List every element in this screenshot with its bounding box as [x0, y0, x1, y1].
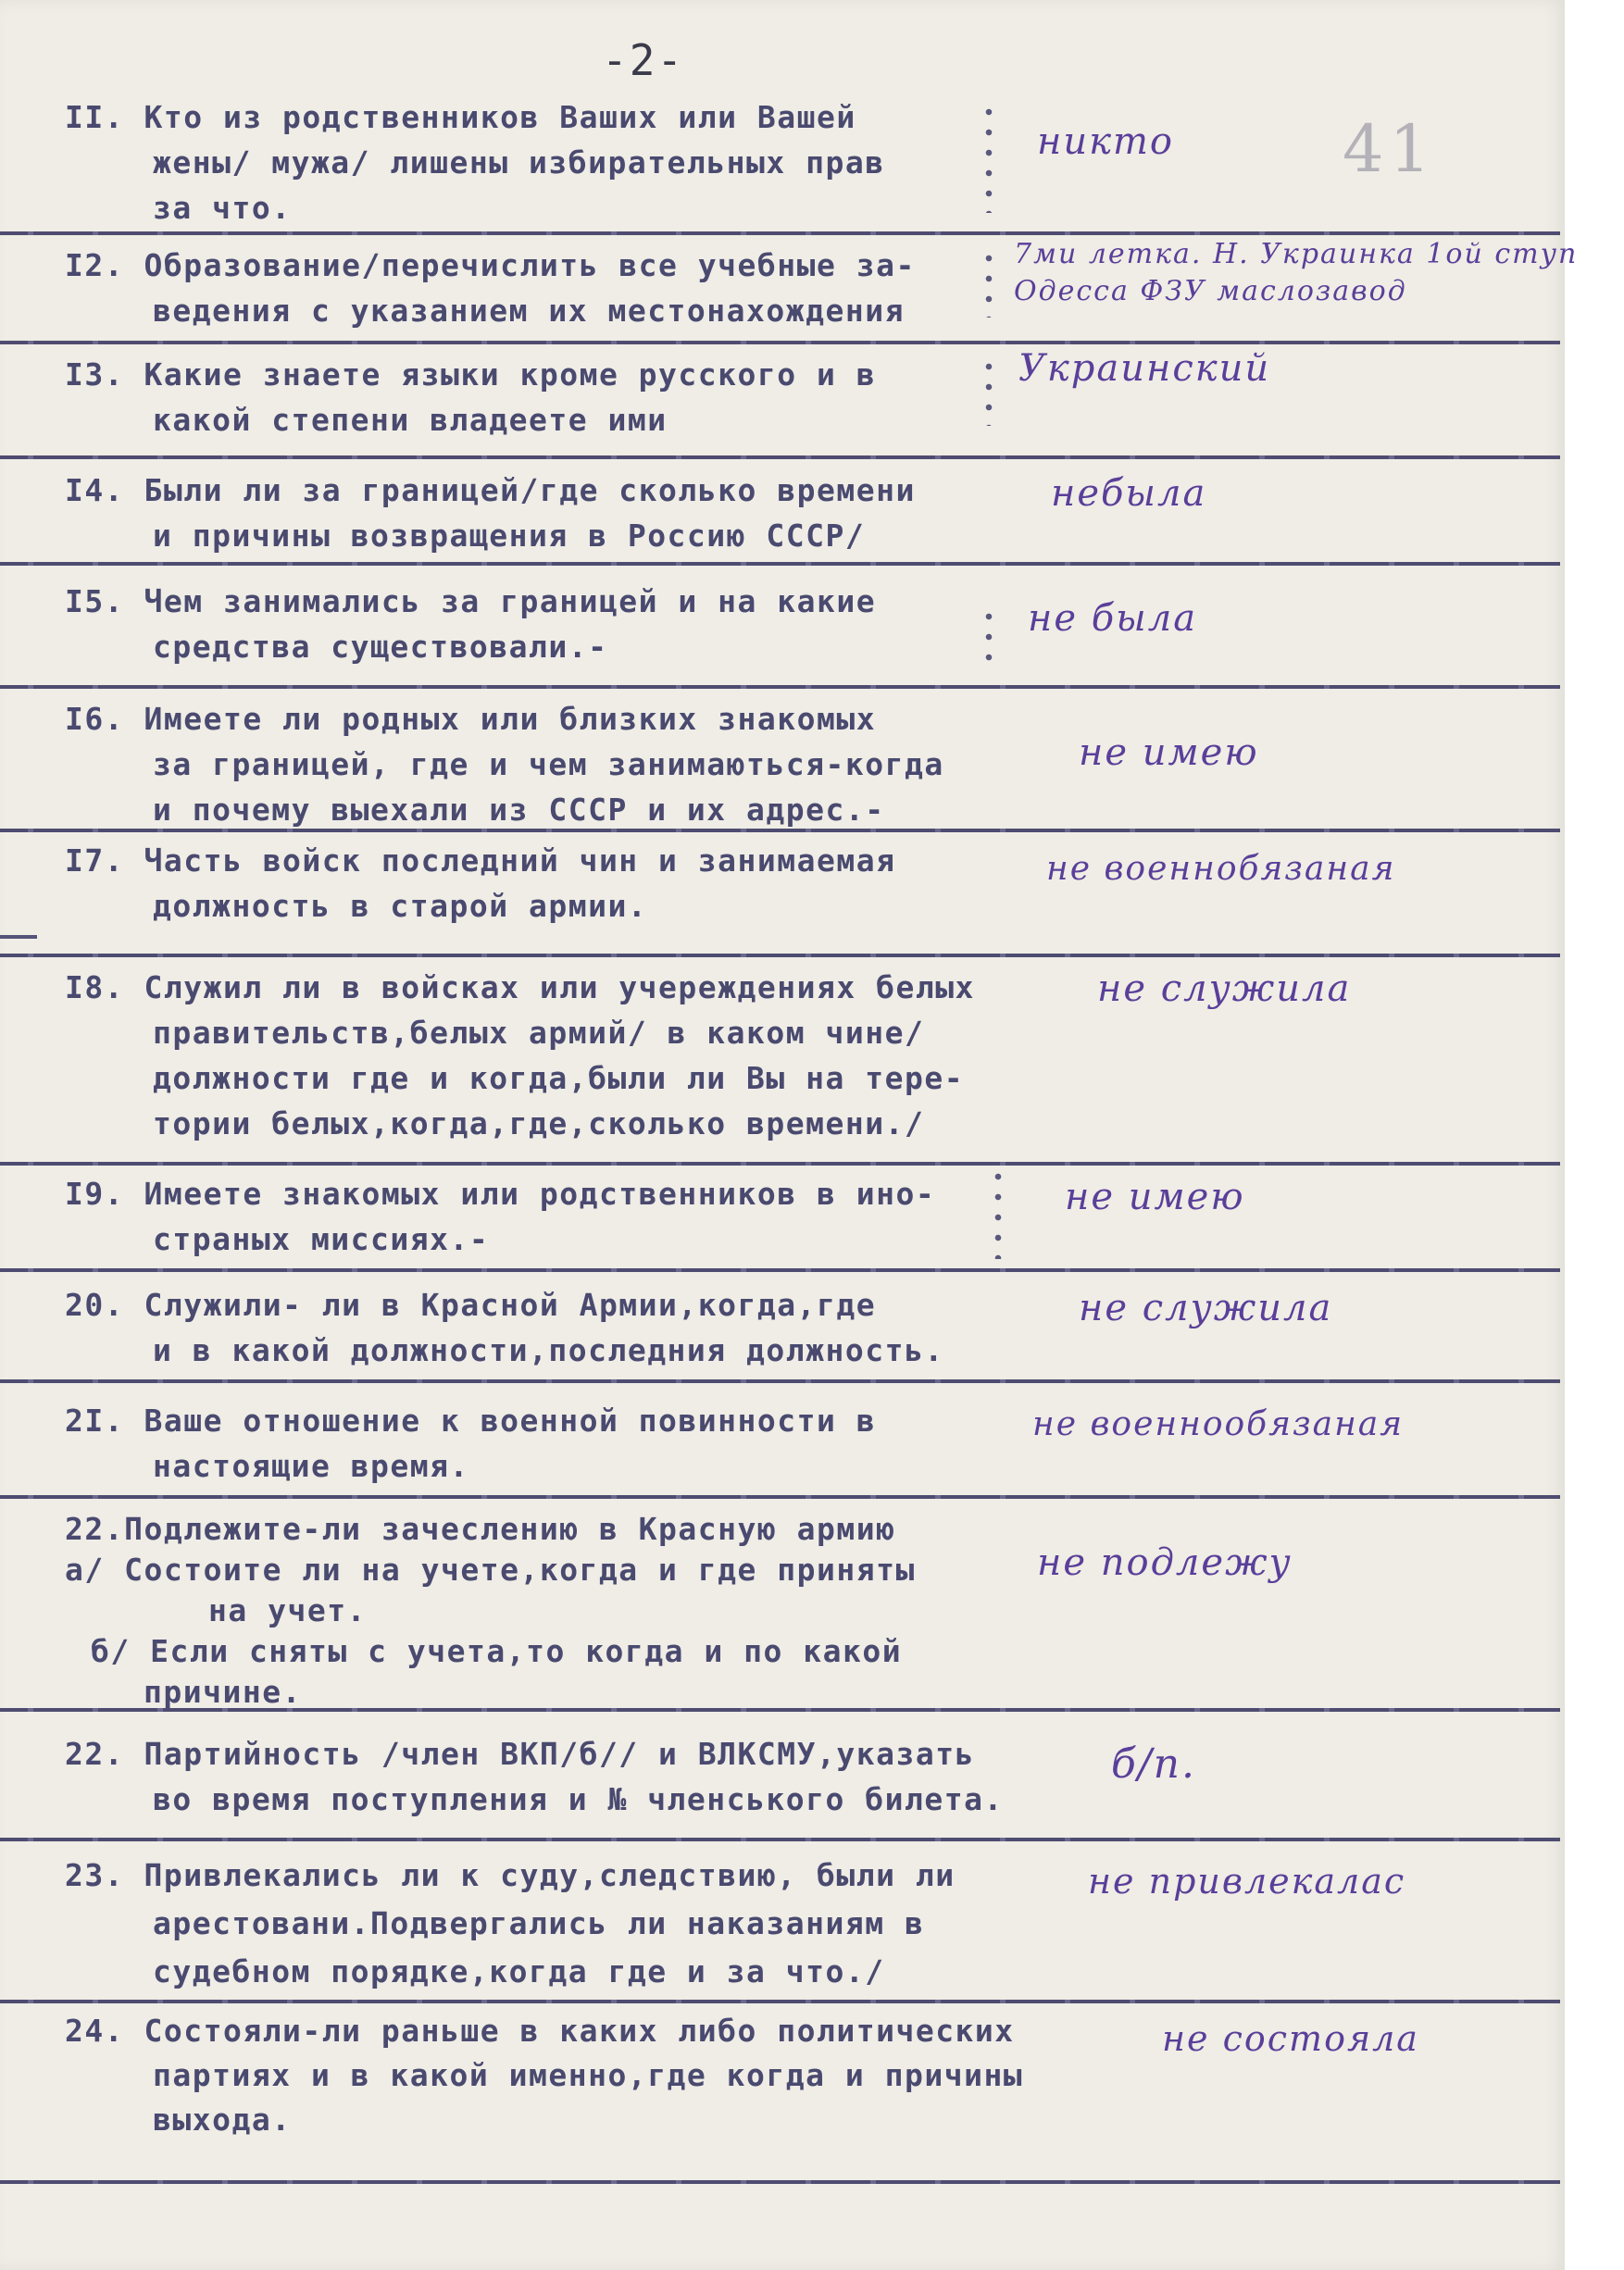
colon-separator	[984, 356, 993, 426]
question-15: I5. Чем занимались за границей и на какие средства существовали.-	[65, 583, 877, 665]
answer-20: не служила	[1079, 1287, 1333, 1329]
archive-sheet-number: 41	[1343, 111, 1437, 187]
row-divider	[0, 1268, 1560, 1272]
page-number: -2-	[602, 35, 685, 85]
colon-separator	[984, 102, 993, 213]
row-divider	[0, 1838, 1560, 1841]
answer-22a: не подлежу	[1037, 1541, 1293, 1584]
row-divider	[0, 685, 1560, 689]
question-12: I2. Образование/перечислить все учебные за- ведения с указанием их местонахождения	[65, 247, 916, 329]
question-14: I4. Были ли за границей/где сколько времени и причины возвращения в Россию СССР/	[65, 472, 916, 554]
row-divider	[0, 455, 1560, 459]
question-23: 23. Привлекались ли к суду,следствию, были ли арестовани.Подвергались ли наказаниям в судебном порядке,когда где и за что./	[65, 1857, 956, 1989]
row-divider	[0, 2000, 1560, 2003]
colon-separator	[993, 1166, 1003, 1259]
answer-23: не привлекалас	[1088, 1861, 1406, 1902]
row-divider	[0, 954, 1560, 957]
answer-13: Украинский	[1018, 347, 1271, 390]
answer-19: не имею	[1065, 1176, 1245, 1218]
question-13: I3. Какие знаете языки кроме русского и в какой степени владеете ими	[65, 356, 877, 438]
question-21: 2I. Ваше отношение к военной повинности в настоящие время.	[65, 1403, 877, 1484]
colon-separator	[984, 248, 993, 318]
question-16: I6. Имеете ли родных или близких знакомых за границей, где и чем занимаються-когда и почему выехали из СССР и их адрес.-	[65, 701, 944, 828]
row-divider	[0, 1495, 1560, 1499]
question-19: I9. Имеете знакомых или родственников в ино- страных миссиях.-	[65, 1176, 936, 1257]
row-divider	[0, 1379, 1560, 1383]
row-divider	[0, 2180, 1560, 2184]
answer-16: не имею	[1079, 731, 1259, 774]
answer-11: никто	[1037, 120, 1175, 163]
colon-separator	[984, 606, 993, 662]
question-11: II. Кто из родственников Ваших или Вашей жены/ мужа/ лишены избирательных прав за что.	[65, 99, 885, 226]
answer-12: 7ми летка. Н. Украинка 1ой ступ Одесса ФЗУ маслозавод	[1014, 238, 1579, 307]
answer-17: не военнобязаная	[1046, 850, 1396, 888]
answer-14: небыла	[1051, 472, 1207, 515]
row-divider	[0, 341, 1560, 344]
margin-dash	[0, 935, 37, 939]
question-20: 20. Служили- ли в Красной Армии,когда,где и в какой должности,последния должность.	[65, 1287, 944, 1368]
question-18: I8. Служил ли в войсках или учереждениях белых правительств,белых армий/ в каком чине/ должности где и когда,были ли Вы на тере- тории белых,когда,где,сколько времени./	[65, 969, 975, 1141]
question-24: 24. Состояли-ли раньше в каких либо политических партиях и в какой именно,где когда и причины выхода.	[65, 2013, 1024, 2138]
answer-15: не была	[1028, 597, 1198, 640]
row-divider	[0, 562, 1560, 566]
answer-18: не служила	[1097, 967, 1352, 1010]
row-divider	[0, 1162, 1560, 1166]
answer-22b: б/п.	[1111, 1740, 1197, 1788]
answer-21: не военнообязаная	[1032, 1405, 1405, 1443]
answer-24: не состояла	[1162, 2018, 1419, 2059]
question-17: I7. Часть войск последний чин и занимаемая должность в старой армии.	[65, 842, 896, 924]
question-22b: 22. Партийность /член ВКП/б// и ВЛКСМУ,указать во время поступления и № членського билета.	[65, 1736, 1004, 1817]
row-divider	[0, 231, 1560, 235]
question-22a: 22.Подлежите-ли зачеслению в Красную армию а/ Состоите ли на учете,когда и где приняты на учет. б/ Если сняты с учета,то когда и по какой причине.	[65, 1511, 916, 1710]
